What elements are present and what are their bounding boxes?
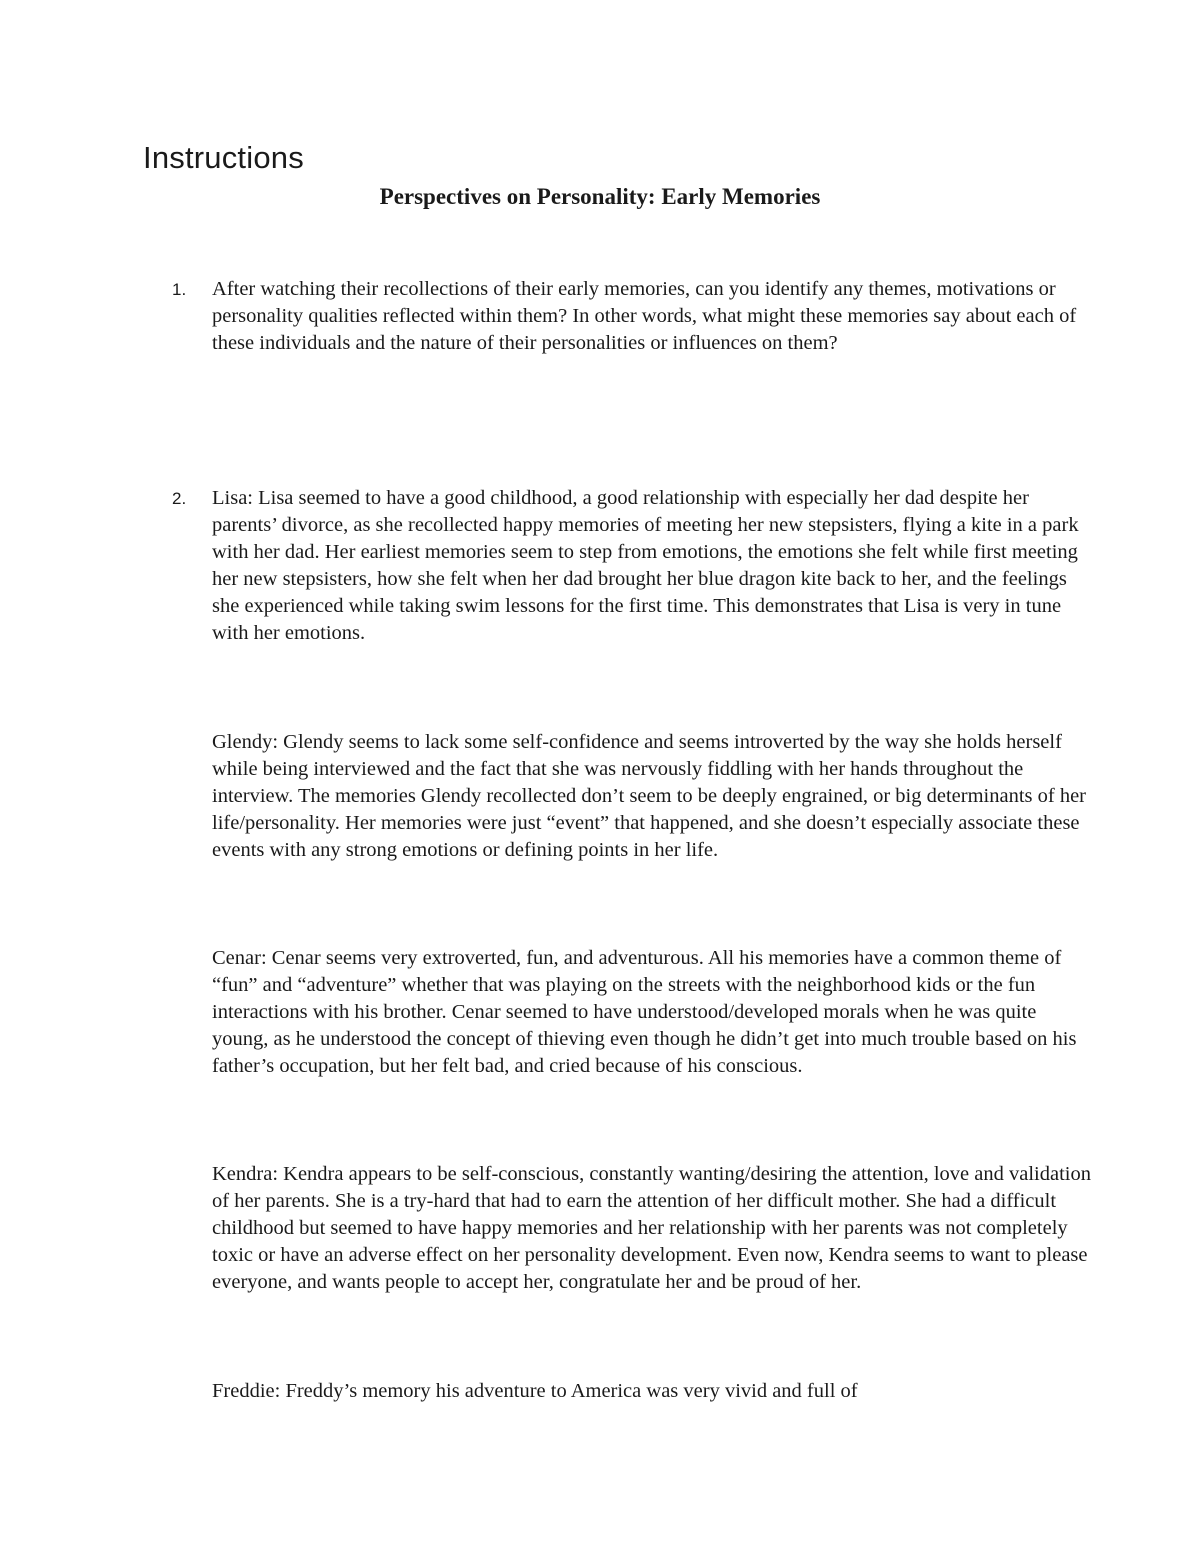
cenar-paragraph: Cenar: Cenar seems very extroverted, fun, and adventurous. All his memories have a common theme of “fun” and “adventure” whether that was playing on the streets with the neighborhood kids or the fun interactions with his brother. Cenar seemed to have understood/developed morals when he was quite young, as he understood the concept of thieving even though he didn’t get into much trouble based on his father’s occupation, but her felt bad, and cried because of his conscious. [212, 947, 1077, 1077]
document-title: Perspectives on Personality: Early Memories [379, 184, 821, 209]
lisa-paragraph: Lisa: Lisa seemed to have a good childhood, a good relationship with especially her dad despite her parents’ divorce, as she recollected happy memories of meeting her new stepsisters, flying a kite in a park with her dad. Her earliest memories seem to step from emotions, the emotions she felt while first meeting her new stepsisters, how she felt when her dad brought her blue dragon kite back to her, and the feelings she experienced while taking swim lessons for the first time. This demonstrates that Lisa is very in tune with her emotions. [212, 487, 1079, 644]
question-1 [172, 276, 1092, 357]
glendy-paragraph: Glendy: Glendy seems to lack some self-confidence and seems introverted by the way she holds herself while being interviewed and the fact that she was nervously fiddling with her hands throughout the interview. The memories Glendy recollected don’t seem to be deeply engrained, or big determinants of her life/personality. Her memories were just “event” that happened, and she doesn’t especially associate these events with any strong emotions or defining points in her life. [212, 731, 1086, 861]
question-1-text: After watching their recollections of their early memories, can you identify any themes, motivations or personality qualities reflected within them? In other words, what might these memories say about each of these individuals and the nature of their personalities or influences on them? [212, 278, 1077, 354]
freddie-paragraph: Freddie: Freddy’s memory his adventure to America was very vivid and full of [212, 1380, 858, 1402]
question-2 [172, 485, 1092, 647]
kendra-paragraph: Kendra: Kendra appears to be self-conscious, constantly wanting/desiring the attention, love and validation of her parents. She is a try-hard that had to earn the attention of her difficult mother. She had a difficult childhood but seemed to have happy memories and her relationship with her parents was not completely toxic or have an adverse effect on her personality development. Even now, Kendra seems to want to please everyone, and wants people to accept her, congratulate her and be proud of her. [212, 1163, 1091, 1293]
question-2-number: 2. [172, 489, 187, 508]
document-heading: Instructions [143, 140, 304, 175]
question-1-number: 1. [172, 280, 187, 299]
